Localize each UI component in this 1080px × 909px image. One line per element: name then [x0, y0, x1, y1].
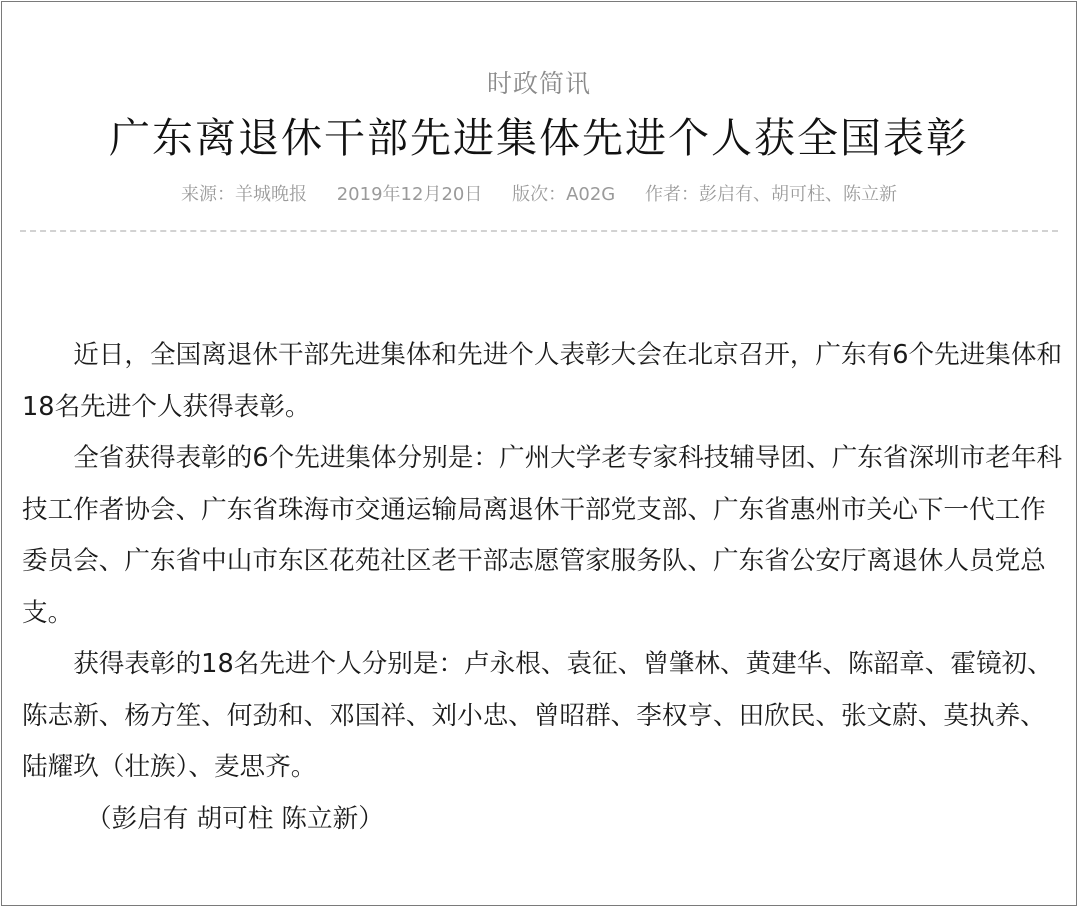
article-body	[22, 330, 1067, 845]
meta-authors: 作者：彭启有、胡可柱、陈立新	[645, 184, 897, 205]
meta-date: 2019年12月20日	[336, 184, 483, 205]
article-frame	[1, 1, 1077, 906]
column-label: 时政简讯	[486, 69, 591, 98]
paragraph-individuals: 获得表彰的18名先进个人分别是：卢永根、袁征、曾肇林、黄建华、陈韶章、霍镜初、陈志新、杨方笙、何劲和、邓国祥、刘小忠、曾昭群、李权亨、田欣民、张文蔚、莫执养、陆耀玖（壮族）、麦思齐。	[22, 649, 1053, 782]
paragraph-intro: 近日，全国离退休干部先进集体和先进个人表彰大会在北京召开，广东有6个先进集体和18名先进个人获得表彰。	[22, 340, 1063, 422]
meta-edition: 版次：A02G	[512, 184, 616, 205]
paragraph-collectives: 全省获得表彰的6个先进集体分别是：广州大学老专家科技辅导团、广东省深圳市老年科技工作者协会、广东省珠海市交通运输局离退休干部党支部、广东省惠州市关心下一代工作委员会、广东省中山市东区花苑社区老干部志愿管家服务队、广东省公安厅离退休人员党总支。	[22, 443, 1063, 628]
article-title: 广东离退休干部先进集体先进个人获全国表彰	[109, 114, 969, 162]
meta-source: 来源：羊城晚报	[181, 184, 307, 205]
dashed-divider	[20, 230, 1058, 232]
byline-signature: （彭启有 胡可柱 陈立新）	[86, 803, 384, 834]
article-meta	[2, 180, 1076, 206]
